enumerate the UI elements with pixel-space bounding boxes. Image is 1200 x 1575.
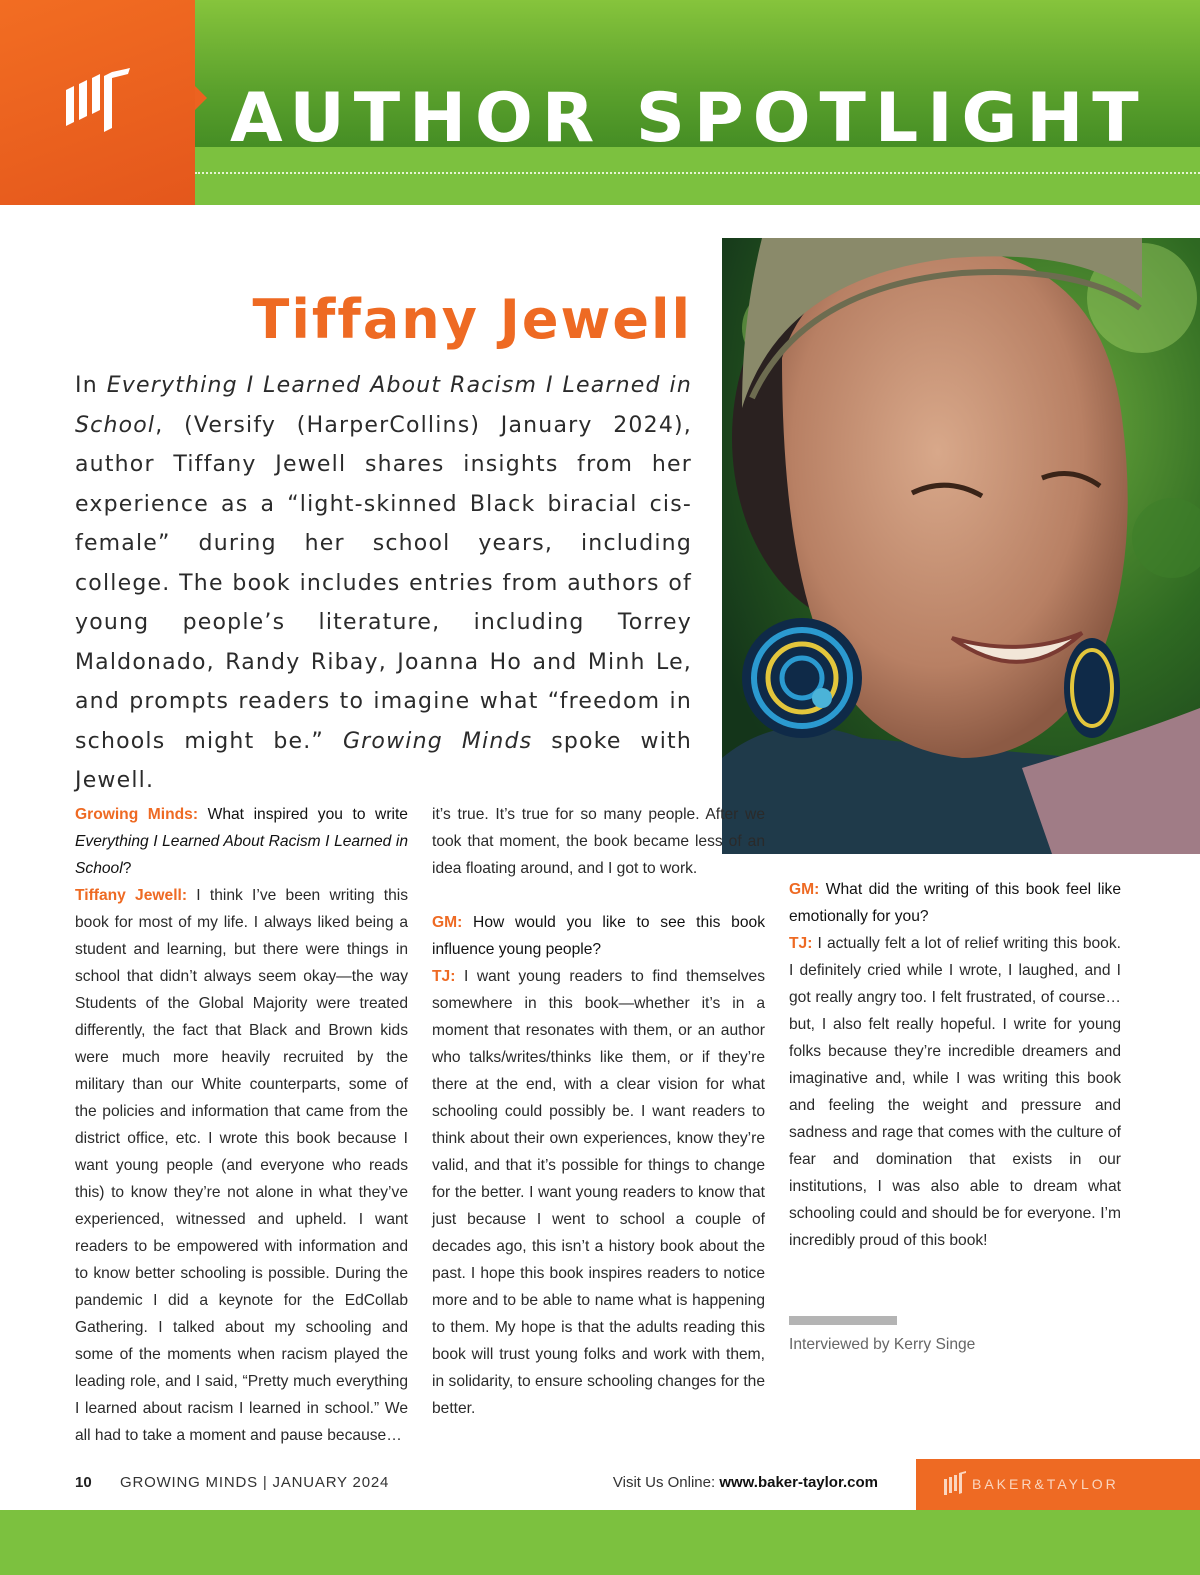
question-text: How would you like to see this book influence young people? <box>432 914 765 958</box>
speaker-label: Tiffany Jewell: <box>75 887 188 904</box>
intro-paragraph <box>75 366 692 801</box>
question-text: What inspired you to write <box>198 806 408 823</box>
brand-box <box>916 1459 1200 1510</box>
interview-credit: Interviewed by Kerry Singe <box>789 1336 976 1353</box>
answer-text: I want young readers to find themselves somewhere in this book—whether it’s in a moment that resonates with them, or an author who talks/writes/thinks like them, or if they’re there at the end, with a clear vision for what schooling could possibly be. I want readers to think about their own experiences, know they’re valid, and that it’s possible for things to change for the better. I want young readers to know that just because I went to school a couple of decades ago, this isn’t a history book about the past. I hope this book inspires readers to notice more and to be able to name what is happening to them. My hope is that the adults reading this book will trust young folks and work with them, in solidarity, to ensure schooling changes for the better. <box>432 968 765 1417</box>
question-1 <box>75 801 408 882</box>
section-title: AUTHOR SPOTLIGHT <box>230 79 1148 158</box>
author-photo <box>722 238 1200 854</box>
baker-taylor-logo-icon <box>62 66 134 138</box>
interview-column-1 <box>75 801 408 1449</box>
logo-block <box>0 0 195 205</box>
brand-name: BAKER&TAYLOR <box>972 1476 1119 1492</box>
credit-divider <box>789 1316 897 1325</box>
page-number: 10 <box>75 1474 92 1491</box>
intro-text: , (Versify (HarperCollins) January 2024), author Tiffany Jewell shares insights from her experience as a “light-skinned Black biracial cis-female” during her school years, including college. The book includes entries from authors of young people’s literature, including Torrey Maldonado, Randy Ribay, Joanna Ho and Minh Le, and prompts readers to imagine what “freedom in schools might be.” <box>75 412 692 754</box>
interview-column-3 <box>789 876 1121 1254</box>
answer-text: I actually felt a lot of relief writing this book. I definitely cried while I wrote, I laughed, and I got really angry too. I felt frustrated, of course… but, I also felt really hopeful. I write for young folks because they’re incredible dreamers and imaginative and, while I was writing this book and feeling the weight and pressure and sadness and rage that comes with the culture of fear and domination that exists in our institutions, I was also able to dream what schooling could and should be for everyone. I’m incredibly proud of this book! <box>789 935 1121 1249</box>
author-portrait-image <box>722 238 1200 854</box>
speaker-label: GM: <box>432 914 463 931</box>
visit-online <box>613 1474 878 1491</box>
question-text: ? <box>122 860 132 877</box>
question-3 <box>789 876 1121 930</box>
baker-taylor-logo-icon <box>944 1471 966 1497</box>
question-text: What did the writing of this book feel like emotionally for you? <box>789 881 1121 925</box>
speaker-label: Growing Minds: <box>75 806 199 823</box>
intro-text: spoke with Jewell. <box>75 728 692 793</box>
question-2 <box>432 909 765 963</box>
footer-bar <box>0 1510 1200 1575</box>
answer-1-continued: it’s true. It’s true for so many people. After we took that moment, the book became less of an idea floating around, and I got to work. <box>432 806 765 877</box>
interview-column-2 <box>432 801 765 1422</box>
intro-text: In <box>75 373 107 398</box>
speaker-label: TJ: <box>789 935 813 952</box>
publication-info: GROWING MINDS | JANUARY 2024 <box>120 1474 390 1491</box>
answer-2 <box>432 963 765 1422</box>
book-title: Everything I Learned About Racism I Learned in School <box>75 833 408 877</box>
website-link[interactable]: www.baker-taylor.com <box>719 1474 878 1491</box>
answer-3 <box>789 930 1121 1254</box>
speaker-label: TJ: <box>432 968 456 985</box>
magazine-name: Growing Minds <box>342 728 533 754</box>
author-name-heading: Tiffany Jewell <box>252 288 692 351</box>
speaker-label: GM: <box>789 881 820 898</box>
book-title: Everything I Learned About Racism I Learned in School <box>75 373 692 438</box>
logo-notch <box>195 86 207 110</box>
visit-label: Visit Us Online: <box>612 1474 720 1491</box>
header-dotted-divider <box>195 172 1200 174</box>
answer-text: I think I’ve been writing this book for most of my life. I always liked being a student and learning, but there were things in school that didn’t always seem okay—the way Students of the Global Majority were treated differently, the fact that Black and Brown kids were much more heavily recruited by the military than our White counterparts, some of the policies and information that came from the district office, etc. I wrote this book because I want young people (and everyone who reads this) to know they’re not alone in what they’ve experienced, witnessed and upheld. I want readers to be empowered with information and to know better schooling is possible. During the pandemic I did a keynote for the EdCollab Gathering. I talked about my schooling and some of the moments when racism played the leading role, and I said, “Pretty much everything I learned about racism I learned in school.” We all had to take a moment and pause because… <box>75 887 408 1444</box>
answer-1 <box>75 882 408 1449</box>
